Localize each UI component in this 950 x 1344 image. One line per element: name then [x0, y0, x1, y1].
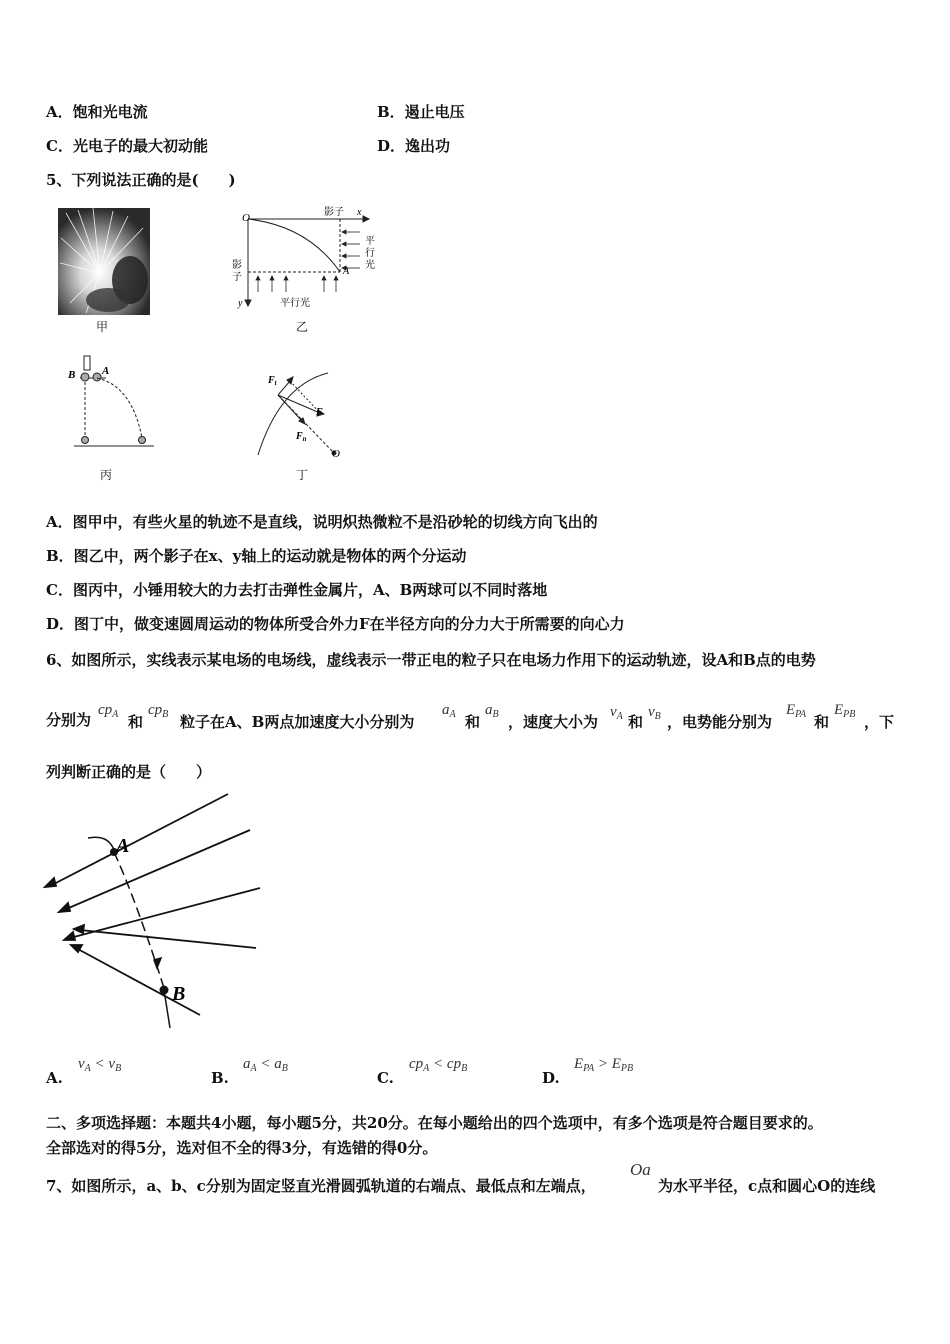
- figure-jia-caption: 甲: [96, 320, 109, 334]
- figure-bing-ball-drop: [64, 352, 164, 452]
- yi-label-parallel-3: 光: [365, 260, 375, 271]
- ding-label-o: O: [332, 448, 340, 460]
- yi-label-shadow-top: 影子: [324, 207, 344, 218]
- section2-heading-line1: 二、多项选择题：本题共4小题，每小题5分，共20分。在每小题给出的四个选项中，有多个选项是符合题目要求的。: [46, 1114, 823, 1132]
- figure-bing-caption: 丙: [100, 468, 113, 482]
- q6-stem-line3: 列判断正确的是（ ）: [46, 763, 212, 781]
- q6-option-c-expr: $cp_A < cp_B$: [409, 1056, 468, 1074]
- q7-sym-oa: Oa: [630, 1160, 651, 1179]
- q6-sym-epb: $E_{PB}$: [834, 702, 856, 720]
- figure-ding-caption: 丁: [296, 468, 309, 482]
- bing-label-b: B: [68, 369, 76, 381]
- q6-option-d-label: D.: [542, 1069, 560, 1087]
- ding-label-ft: $F_t$: [268, 375, 277, 387]
- figure-jia-sparks-photo: [58, 208, 150, 315]
- q6-and-2: 和: [465, 713, 481, 731]
- ding-label-fn: $F_n$: [296, 431, 307, 443]
- q4-option-a: A．饱和光电流: [46, 103, 148, 121]
- q6-figure-point-a: A: [116, 835, 130, 857]
- q4-option-c: C．光电子的最大初动能: [46, 137, 208, 155]
- q5-option-a: A．图甲中，有些火星的轨迹不是直线，说明炽热微粒不是沿砂轮的切线方向飞出的: [46, 513, 598, 531]
- q6-and-3: 和: [628, 713, 644, 731]
- figure-ding-force-decomposition: [240, 365, 360, 465]
- yi-label-y: y: [238, 298, 243, 309]
- q7-stem-prefix: 7、如图所示，a、b、c分别为固定竖直光滑圆弧轨道的右端点、最低点和左端点，: [46, 1177, 596, 1195]
- yi-label-shadow-left-2: 子: [232, 272, 242, 283]
- yi-label-a: A: [343, 266, 350, 277]
- q7-stem-suffix: 为水平半径，c点和圆心O的连线: [658, 1177, 876, 1195]
- yi-label-shadow-left-1: 影: [232, 260, 242, 271]
- ding-label-f: F: [316, 407, 323, 418]
- yi-label-parallel-1: 平: [365, 236, 375, 247]
- q6-sym-cpb: $cp_B$: [148, 702, 169, 720]
- q6-option-b-expr: $a_A < a_B$: [243, 1056, 288, 1074]
- q4-option-d: D．逸出功: [377, 137, 451, 155]
- q6-stem-line1: 6、如图所示，实线表示某电场的电场线，虚线表示一带正电的粒子只在电场力作用下的运动轨迹，设A和B点的电势: [46, 651, 816, 669]
- yi-label-parallel-bottom: 平行光: [280, 298, 310, 309]
- q6-sym-aa: $a_A$: [442, 702, 456, 720]
- q6-option-b-label: B.: [211, 1069, 229, 1087]
- section2-heading-line2: 全部选对的得5分，选对但不全的得3分，有选错的得0分。: [46, 1139, 438, 1157]
- q6-particle-text: 粒子在A、B两点加速度大小分别为: [180, 713, 415, 731]
- q6-energy-text: ，电势能分别为: [667, 713, 773, 731]
- bing-label-a: A: [102, 365, 110, 377]
- yi-label-parallel-2: 行: [365, 248, 375, 259]
- q6-sym-cpa: $cp_A$: [98, 702, 119, 720]
- q6-xia: ，下: [864, 713, 895, 731]
- figure-yi-caption: 乙: [296, 320, 309, 334]
- yi-label-o: O: [242, 212, 250, 224]
- q6-and-1: 和: [128, 713, 144, 731]
- q5-stem: 5、下列说法正确的是( ): [46, 171, 236, 189]
- q6-option-c-label: C.: [377, 1069, 394, 1087]
- q6-sym-vb: $v_B$: [648, 704, 661, 722]
- q6-option-d-expr: $E_{PA} > E_{PB}$: [574, 1056, 634, 1074]
- q6-option-a-expr: $v_A < v_B$: [78, 1056, 122, 1074]
- q6-and-4: 和: [814, 713, 830, 731]
- q4-option-b: B．遏止电压: [377, 103, 465, 121]
- q6-line2-prefix: 分别为: [46, 711, 92, 729]
- q5-option-c: C．图丙中，小锤用较大的力去打击弹性金属片，A、B两球可以不同时落地: [46, 581, 548, 599]
- q6-electric-field-figure: [40, 790, 270, 1040]
- yi-label-x: x: [357, 207, 362, 218]
- q5-option-b: B．图乙中，两个影子在x、y轴上的运动就是物体的两个分运动: [46, 547, 467, 565]
- q6-option-a-label: A.: [46, 1069, 63, 1087]
- q5-option-d: D．图丁中，做变速圆周运动的物体所受合外力F在半径方向的分力大于所需要的向心力: [46, 615, 625, 633]
- q6-sym-va: $v_A$: [610, 704, 623, 722]
- figure-yi-shadow-diagram: [228, 204, 388, 319]
- q6-figure-point-b: B: [172, 983, 186, 1005]
- q6-sym-ab: $a_B$: [485, 702, 499, 720]
- q6-speed-text: ，速度大小为: [508, 713, 599, 731]
- q6-sym-epa: $E_{PA}$: [786, 702, 807, 720]
